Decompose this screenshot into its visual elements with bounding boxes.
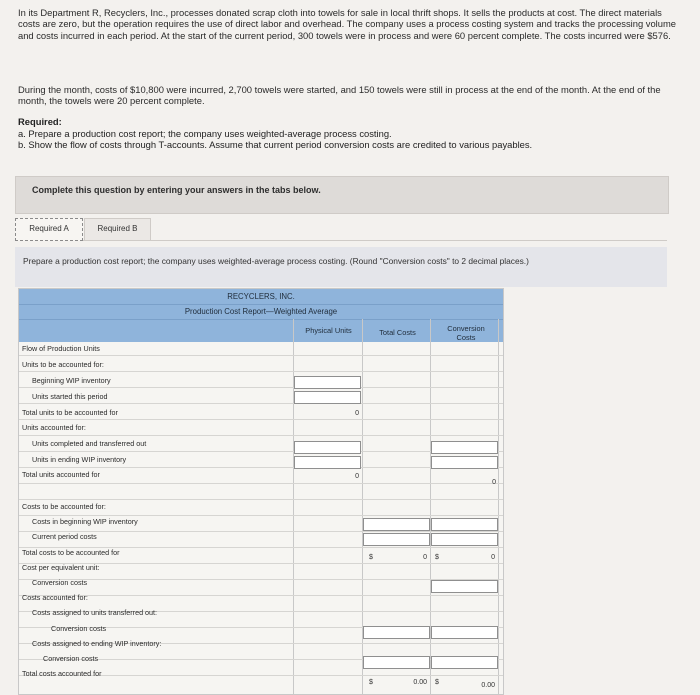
problem-paragraph-2: During the month, costs of $10,800 were incurred, 2,700 towels were started, and 150 towels were still in process at the end of the month. At the end of the month, the towels were 20 percent complete. xyxy=(18,84,661,107)
dollar-sign-conversion-costs: $ xyxy=(435,554,439,561)
required-a-text: a. Prepare a production cost report; the company uses weighted-average process costing. xyxy=(18,127,392,139)
label-costs-beginning-wip: Costs in beginning WIP inventory xyxy=(32,517,138,526)
required-b-text: b. Show the flow of costs through T-accounts. Assume that current period conversion costs are credited to various payables. xyxy=(18,139,533,151)
input-transferred-conversion-conv[interactable] xyxy=(431,626,498,639)
label-costs-to-account: Costs to be accounted for: xyxy=(22,502,106,511)
label-total-costs-to-account: Total costs to be accounted for xyxy=(22,548,120,557)
dollar-sign-final-total: $ xyxy=(369,679,373,686)
input-costs-beginning-wip-total[interactable] xyxy=(363,518,430,531)
tab-bar xyxy=(15,214,667,241)
label-conversion-costs-ending: Conversion costs xyxy=(43,654,99,663)
col-total-costs: Total Costs xyxy=(379,328,416,337)
input-ending-conversion-total[interactable] xyxy=(363,656,430,669)
dollar-sign-final-conversion: $ xyxy=(435,679,439,686)
label-total-units-to-account: Total units to be accounted for xyxy=(22,408,118,417)
value-total-units-accounted-conversion: 0 xyxy=(492,479,496,486)
label-units-to-account: Units to be accounted for: xyxy=(22,360,104,369)
label-conversion-costs-eu: Conversion costs xyxy=(32,578,88,587)
value-total-costs-accounted-conversion: 0.00 xyxy=(481,682,495,689)
col-conversion-line2: Costs xyxy=(456,333,476,342)
dollar-sign-total-costs: $ xyxy=(369,554,373,561)
col-conversion-costs xyxy=(431,324,501,342)
report-title: Production Cost Report—Weighted Average xyxy=(184,307,338,316)
label-units-accounted: Units accounted for: xyxy=(22,423,86,432)
input-units-completed-conversion[interactable] xyxy=(431,441,498,454)
value-total-units-accounted-physical: 0 xyxy=(355,473,359,480)
col-physical-units: Physical Units xyxy=(305,326,352,335)
value-total-costs-accounted: 0.00 xyxy=(413,679,427,686)
label-cost-per-equivalent-unit: Cost per equivalent unit: xyxy=(22,563,100,572)
required-section xyxy=(18,116,532,151)
prompt-box xyxy=(15,247,667,287)
input-current-costs-conversion[interactable] xyxy=(431,533,498,546)
input-costs-beginning-wip-conversion[interactable] xyxy=(431,518,498,531)
instructions-box xyxy=(15,176,669,214)
prompt-text: Prepare a production cost report; the company uses weighted-average process costing. (Round "Conversion costs" to 2 decimal places.) xyxy=(23,256,529,266)
instructions-text: Complete this question by entering your answers in the tabs below. xyxy=(32,185,321,195)
label-current-period-costs: Current period costs xyxy=(32,532,97,541)
value-total-costs-to-account: 0 xyxy=(423,554,427,561)
input-units-ending-wip-physical[interactable] xyxy=(294,456,361,469)
tab-required-b[interactable]: Required B xyxy=(84,218,151,241)
input-transferred-conversion-total[interactable] xyxy=(363,626,430,639)
label-conversion-costs-transferred: Conversion costs xyxy=(51,624,107,633)
label-units-ending-wip: Units in ending WIP inventory xyxy=(32,455,127,464)
label-units-started: Units started this period xyxy=(32,392,108,401)
label-costs-assigned-transferred: Costs assigned to units transferred out: xyxy=(32,608,158,617)
input-units-completed-physical[interactable] xyxy=(294,441,361,454)
input-units-ending-wip-conversion[interactable] xyxy=(431,456,498,469)
label-costs-accounted: Costs accounted for: xyxy=(22,593,88,602)
tab-required-a[interactable]: Required A xyxy=(15,218,83,241)
label-total-costs-accounted: Total costs accounted for xyxy=(22,669,102,678)
required-heading: Required: xyxy=(18,116,62,127)
input-ending-conversion-conv[interactable] xyxy=(431,656,498,669)
label-units-completed: Units completed and transferred out xyxy=(32,439,147,448)
label-flow: Flow of Production Units xyxy=(22,344,100,353)
production-cost-report xyxy=(18,288,504,695)
label-beginning-wip: Beginning WIP inventory xyxy=(32,376,111,385)
input-units-started[interactable] xyxy=(294,391,361,404)
input-beginning-wip-units[interactable] xyxy=(294,376,361,389)
label-total-units-accounted: Total units accounted for xyxy=(22,470,100,479)
value-total-units-to-account: 0 xyxy=(355,410,359,417)
value-total-costs-conversion: 0 xyxy=(491,554,495,561)
col-conversion-line1: Conversion xyxy=(447,324,485,333)
company-name: RECYCLERS, INC. xyxy=(227,292,295,301)
input-current-costs-total[interactable] xyxy=(363,533,430,546)
input-cost-per-eu-conversion[interactable] xyxy=(431,580,498,593)
problem-paragraph-1: In its Department R, Recyclers, Inc., processes donated scrap cloth into towels for sale in local thrift shops. It sells the products at cost. The direct materials costs are zero, but the operation requires the use of direct labor and overhead. The company uses a process costing system and tracks the processing volume and costs incurred in each period. At the start of the current period, 300 towels were in process and were 60 percent complete. The costs incurred were $576. xyxy=(18,7,676,41)
label-costs-assigned-ending: Costs assigned to ending WIP inventory: xyxy=(32,639,162,648)
